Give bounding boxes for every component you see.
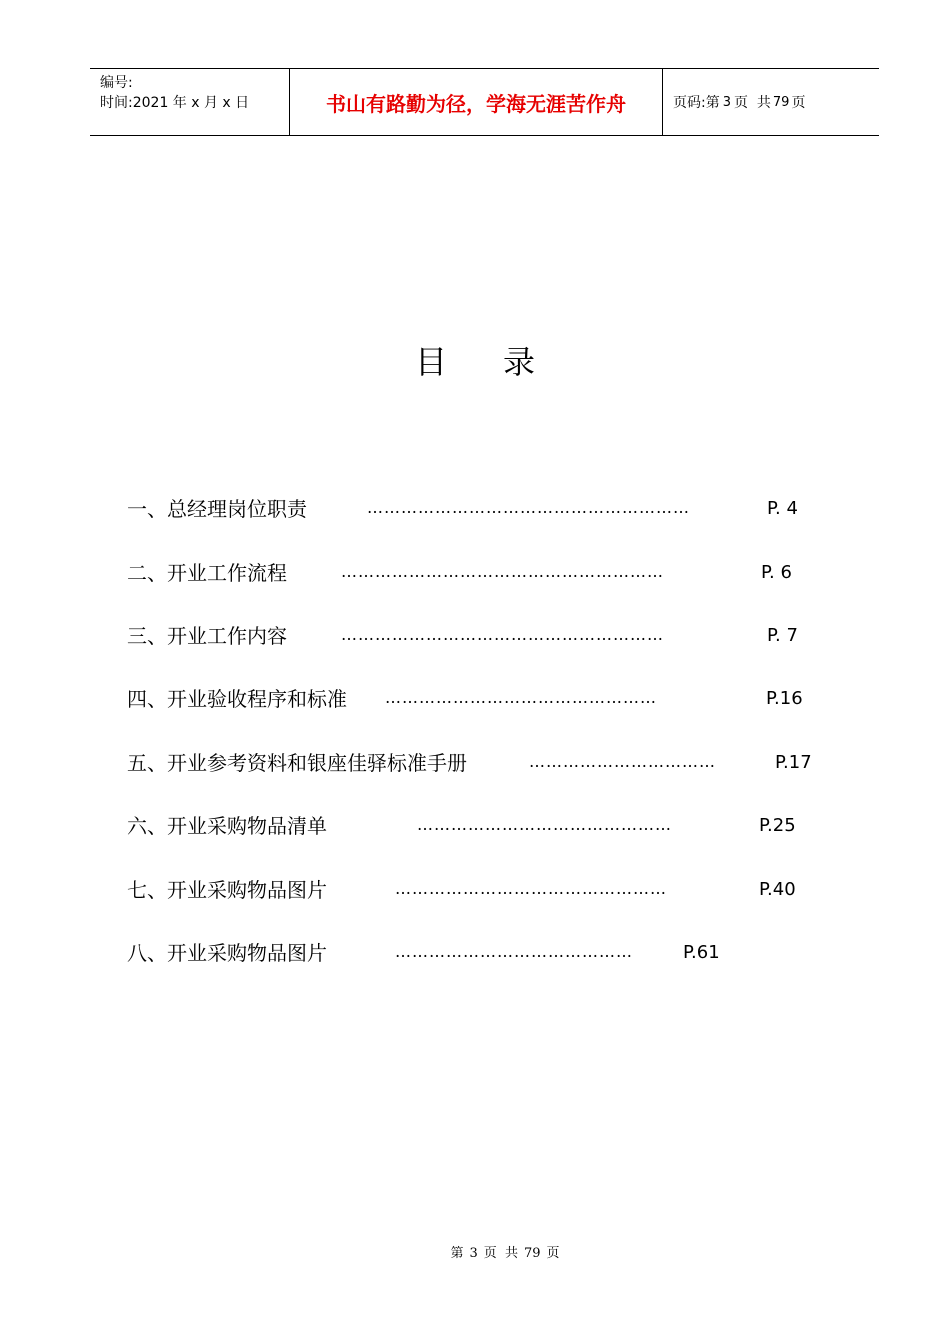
page-title <box>0 340 950 384</box>
time-line <box>100 93 289 113</box>
page-header <box>90 68 879 136</box>
toc-entry-label: 七、开业采购物品图片 <box>127 878 327 902</box>
toc-entry-page: P. 4 <box>767 498 798 519</box>
page-current: 3 <box>722 94 731 110</box>
time-label: 时间: <box>100 95 133 111</box>
toc-entry-leader: …………………………… <box>529 752 716 771</box>
toc-entry-leader: ………………………………………… <box>395 879 667 898</box>
toc-entry-label: 四、开业验收程序和标准 <box>127 687 347 711</box>
toc-entry-page: P. 7 <box>767 625 798 646</box>
toc-entry-leader: ………………………………………………… <box>367 498 690 517</box>
toc-entry-leader: ………………………………………………… <box>341 562 664 581</box>
header-page-info <box>663 69 879 135</box>
title-char-2: 录 <box>503 343 536 381</box>
toc-entry-leader: ………………………………………… <box>385 688 657 707</box>
toc-entry-label: 三、开业工作内容 <box>127 624 287 648</box>
page-total: 79 <box>772 94 790 110</box>
toc-entry-label: 五、开业参考资料和银座佳驿标准手册 <box>127 751 467 775</box>
page-suffix: 页 <box>791 95 806 111</box>
footer-mid: 页 共 <box>483 1246 518 1261</box>
footer-total: 79 <box>524 1246 541 1261</box>
serial-label: 编号: <box>100 75 133 91</box>
footer-current: 3 <box>469 1246 478 1261</box>
toc-entry-label: 一、总经理岗位职责 <box>127 497 307 521</box>
toc-entry-label: 二、开业工作流程 <box>127 561 287 585</box>
toc-entry-page: P.17 <box>775 752 812 773</box>
toc-entry-page: P.25 <box>759 815 796 836</box>
page-footer <box>0 1244 950 1264</box>
page-mid: 页 共 <box>734 95 771 111</box>
header-meta <box>90 69 290 135</box>
toc-entry-leader: …………………………………… <box>395 942 633 961</box>
toc-entry-leader: ………………………………………………… <box>341 625 664 644</box>
toc-entry-page: P.61 <box>683 942 720 963</box>
toc-entry-page: P.16 <box>766 688 803 709</box>
toc-entry-label: 六、开业采购物品清单 <box>127 814 327 838</box>
page-prefix: 第 <box>705 95 720 111</box>
header-motto: 书山有路勤为径，学海无涯苦作舟 <box>290 69 663 135</box>
toc-entry-page: P.40 <box>759 879 796 900</box>
date-text: 2021 年 x 月 x 日 <box>132 95 250 111</box>
title-char-1: 目 <box>414 343 447 381</box>
page-label: 页码: <box>673 95 706 111</box>
toc-entry-label: 八、开业采购物品图片 <box>127 941 327 965</box>
footer-suffix: 页 <box>546 1246 560 1261</box>
toc-entry-page: P. 6 <box>761 562 792 583</box>
footer-prefix: 第 <box>450 1246 464 1261</box>
toc-entry-leader: ……………………………………… <box>417 815 672 834</box>
